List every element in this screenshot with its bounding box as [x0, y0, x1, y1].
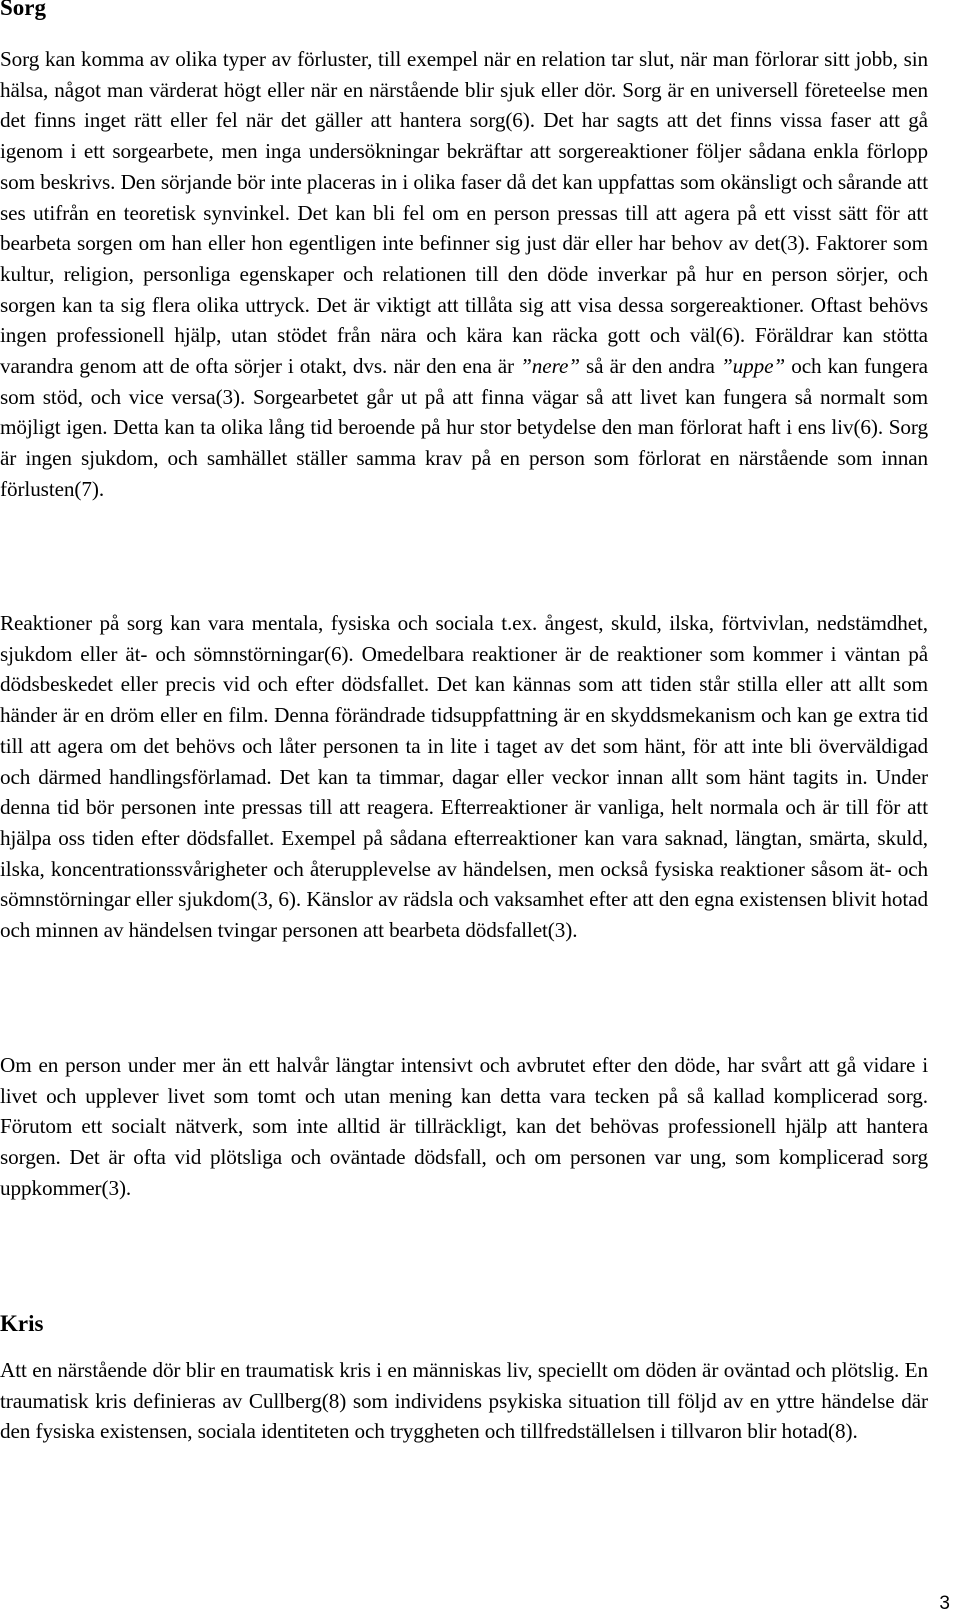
section-heading-sorg: Sorg [0, 0, 46, 20]
paragraph-sorg-2: Reaktioner på sorg kan vara mentala, fysiska och sociala t.ex. ångest, skuld, ilska, förtvivlan, nedstämdhet, sjukdom eller ät- och sömnstörningar(6). Omedelbara reaktioner är de reaktioner som kommer i väntan på dödsbeskedet eller precis vid och efter dödsfallet. Det kan kännas som att tiden står stilla eller att allt som händer är en dröm eller en film. Denna förändrade tidsuppfattning är en skyddsmekanism och kan ge extra tid till att agera om det behövs och låter personen ta in lite i taget av det som hänt, för att inte bli överväldigad och därmed handlingsförlamad. Det kan ta timmar, dagar eller veckor innan allt som hänt tagits in. Under denna tid bör personen inte pressas till att reagera. Efterreaktioner är vanliga, helt normala och är till för att hjälpa oss tiden efter dödsfallet. Exempel på sådana efterreaktioner kan vara saknad, längtan, smärta, skuld, ilska, koncentrationssvårigheter och återupplevelse av händelsen, men också fysiska reaktioner såsom ät- och sömnstörningar eller sjukdom(3, 6). Känslor av rädsla och vaksamhet efter att den egna existensen blivit hotad och minnen av händelsen tvingar personen att bearbeta dödsfallet(3). [0, 611, 928, 943]
italic-word-uppe: ”uppe” [720, 354, 786, 379]
italic-word-nere: ”nere” [520, 354, 580, 379]
paragraph-kris-1: Att en närstående dör blir en traumatisk kris i en människas liv, speciellt om döden är oväntad och plötslig. En traumatisk kris definieras av Cullberg(8) som individens psykiska situation till följd av en yttre händelse där den fysiska existensen, sociala identiteten och tryggheten och tillfredställelsen i tillvaron blir hotad(8). [0, 1358, 928, 1444]
paragraph-text: så är den andra [579, 354, 721, 379]
paragraph-text: Sorg kan komma av olika typer av förluster, till exempel när en relation tar slut, när man förlorar sitt jobb, sin hälsa, något man värderat högt eller när en närstående blir sjuk eller dör. Sorg är en universell företeelse men det finns inget rätt eller fel när det gäller att hantera sorg(6). Det har sagts att det finns vissa faser att gå igenom i ett sorgearbete, men inga undersökningar bekräftar att sorgereaktioner följer sådana enkla förlopp som beskrivs. Den sörjande bör inte placeras in i olika faser då det kan uppfattas som okänsligt och sårande att ses utifrån en teoretisk synvinkel. Det kan bli fel om en person pressas till att agera på ett visst sätt för att bearbeta sorgen om han eller hon egentligen inte befinner sig just där eller har behov av det(3). Faktorer som kultur, religion, personliga egenskaper och relationen till den döde inverkar på hur en person sörjer, och sorgen kan ta sig flera olika uttryck. Det är viktigt att tillåta sig att visa dessa sorgereaktioner. Oftast behövs ingen professionell hjälp, utan stödet från nära och kära kan räcka gott och väl(6). Föräldrar kan stötta varandra genom att de ofta sörjer i otakt, dvs. när den ena är [0, 47, 928, 379]
paragraph-sorg-1 [0, 44, 928, 505]
paragraph-sorg-3: Om en person under mer än ett halvår längtar intensivt och avbrutet efter den döde, har svårt att gå vidare i livet och upplever livet som tomt och utan mening kan detta vara tecken på så kallad komplicerad sorg. Förutom ett socialt nätverk, som inte alltid är tillräckligt, kan det behövas professionell hjälp att hantera sorgen. Det är ofta vid plötsliga och oväntade dödsfall, och om personen var ung, som komplicerad sorg uppkommer(3). [0, 1053, 928, 1200]
section-heading-kris: Kris [0, 1311, 44, 1336]
page-number: 3 [939, 1593, 950, 1614]
paragraph-text: och kan fungera som stöd, och vice versa(3). Sorgearbetet går ut på att finna vägar så att livet kan fungera så normalt som möjligt igen. Detta kan ta olika lång tid beroende på hur stor betydelse den man förlorat haft i ens liv(6). Sorg är ingen sjukdom, och samhället ställer samma krav på en person som förlorat en närstående som innan förlusten(7). [0, 354, 928, 501]
